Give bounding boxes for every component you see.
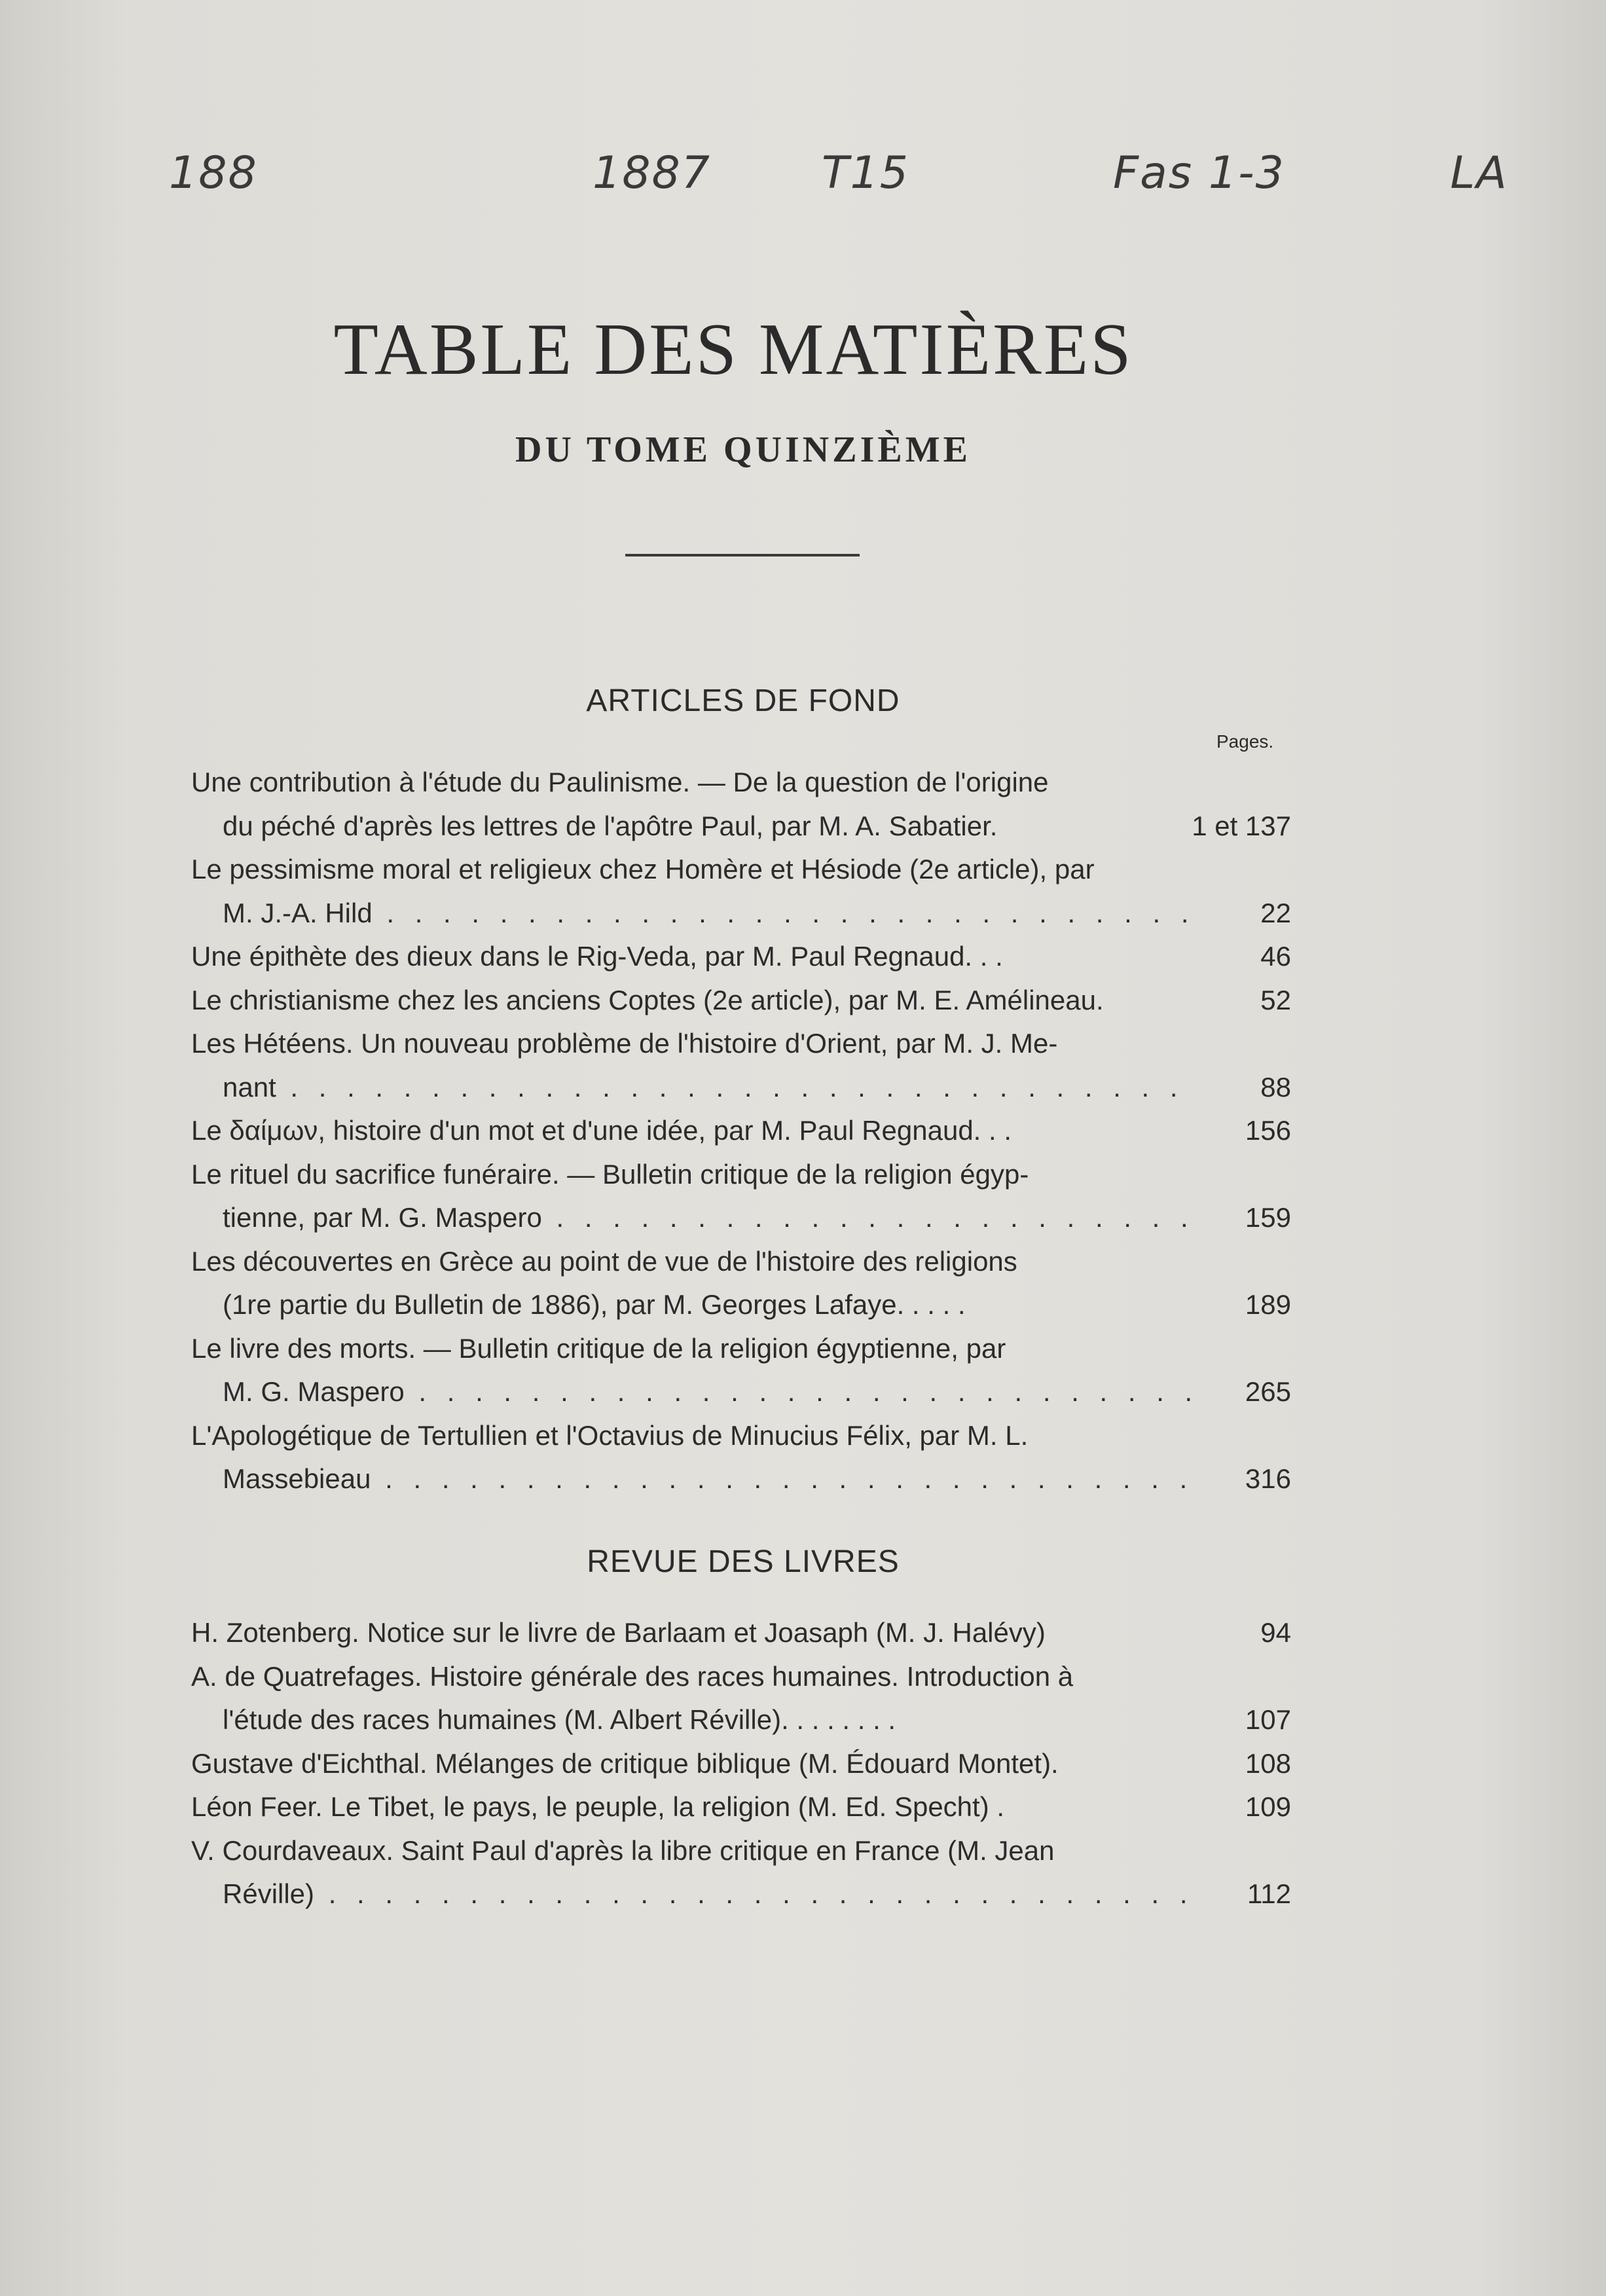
toc-line-text: L'Apologétique de Tertullien et l'Octavius de Minucius Félix, par M. L.	[191, 1419, 1029, 1451]
toc-line-text: nant . . .	[223, 1066, 1199, 1110]
toc-line	[191, 1196, 1291, 1240]
toc-line-text: Une épithète des dieux dans le Rig-Veda, par M. Paul Regnaud. . .	[191, 941, 1003, 972]
toc-line	[191, 1611, 1291, 1655]
toc-line-page: 109	[1245, 1791, 1291, 1822]
toc-line-text: V. Courdaveaux. Saint Paul d'après la libre critique en France (M. Jean	[191, 1834, 1055, 1866]
handwritten-note: 1887	[593, 147, 712, 199]
toc-line-text: Le livre des morts. — Bulletin critique de la religion égyptienne, par	[191, 1332, 1006, 1364]
toc-line-text: Le rituel du sacrifice funéraire. — Bulletin critique de la religion égyp-	[191, 1158, 1029, 1190]
toc-line	[191, 1829, 1291, 1873]
toc-line	[191, 1283, 1291, 1327]
toc-line-text: Les Hétéens. Un nouveau problème de l'histoire d'Orient, par M. J. Me-	[191, 1028, 1058, 1059]
toc-line-text: Les découvertes en Grèce au point de vue de l'histoire des religions	[191, 1245, 1017, 1277]
toc-line	[191, 805, 1291, 848]
toc-line	[191, 892, 1291, 936]
toc-line	[191, 1066, 1291, 1110]
toc-line	[191, 1240, 1291, 1284]
toc-line-text: Léon Feer. Le Tibet, le pays, le peuple, la religion (M. Ed. Specht) .	[191, 1791, 1005, 1822]
toc-line-page: 189	[1245, 1289, 1291, 1320]
toc-line-page: 156	[1245, 1115, 1291, 1146]
toc-line	[191, 1109, 1291, 1153]
toc-line-page: 316	[1245, 1463, 1291, 1494]
toc-line	[191, 1872, 1291, 1916]
toc-line-text: (1re partie du Bulletin de 1886), par M. Georges Lafaye. . . . .	[223, 1289, 966, 1320]
handwritten-note: LA	[1450, 147, 1508, 199]
toc-line-text: M. G. Maspero . . .	[223, 1370, 1199, 1414]
handwritten-note: Fas 1-3	[1113, 147, 1285, 199]
toc-line-text: Le christianisme chez les anciens Coptes (2e article), par M. E. Amélineau.	[191, 984, 1104, 1015]
toc-line-text: Le δαίμων, histoire d'un mot et d'une idée, par M. Paul Regnaud. . .	[191, 1115, 1012, 1146]
toc-line	[191, 1457, 1291, 1501]
toc-line-text: tienne, par M. G. Maspero . . .	[223, 1196, 1199, 1240]
toc-line-text: Massebieau . . .	[223, 1457, 1199, 1501]
toc-line-page: 108	[1245, 1747, 1291, 1779]
handwritten-note: T15	[822, 147, 910, 199]
toc-line-page: 88	[1260, 1071, 1291, 1102]
toc-line-text: du péché d'après les lettres de l'apôtre Paul, par M. A. Sabatier.	[223, 810, 998, 841]
toc-revue-list	[191, 1611, 1291, 1916]
toc-line-text: Réville) . . .	[223, 1872, 1199, 1916]
toc-line-page: 22	[1260, 897, 1291, 928]
toc-line	[191, 1370, 1291, 1414]
toc-line-page: 46	[1260, 941, 1291, 972]
toc-line-text: Une contribution à l'étude du Paulinisme. — De la question de l'origine	[191, 767, 1049, 797]
toc-line-page: 1 et 137	[1192, 810, 1291, 841]
toc-line-page: 159	[1245, 1202, 1291, 1233]
toc-line-text: A. de Quatrefages. Histoire générale des races humaines. Introduction à	[191, 1660, 1074, 1692]
toc-line	[191, 848, 1291, 892]
toc-line	[191, 935, 1291, 979]
page-title: TABLE DES MATIÈRES	[333, 309, 1133, 390]
page-subtitle: DU TOME QUINZIÈME	[515, 429, 971, 470]
toc-line	[191, 1742, 1291, 1786]
handwritten-note: 188	[169, 147, 258, 199]
toc-line	[191, 1153, 1291, 1197]
toc-line-page: 52	[1260, 984, 1291, 1015]
toc-line-text: l'étude des races humaines (M. Albert Réville). . . . . . . .	[223, 1704, 896, 1735]
toc-line	[191, 1327, 1291, 1371]
title-divider	[625, 554, 860, 556]
toc-line	[191, 1785, 1291, 1829]
toc-line-page: 94	[1260, 1617, 1291, 1648]
toc-line	[191, 761, 1291, 805]
toc-line	[191, 1022, 1291, 1066]
toc-line	[191, 1655, 1291, 1699]
toc-line-text: Le pessimisme moral et religieux chez Homère et Hésiode (2e article), par	[191, 854, 1095, 884]
toc-line-text: H. Zotenberg. Notice sur le livre de Barlaam et Joasaph (M. J. Halévy)	[191, 1617, 1046, 1648]
toc-line	[191, 1698, 1291, 1742]
toc-line-text: Gustave d'Eichthal. Mélanges de critique biblique (M. Édouard Montet).	[191, 1747, 1059, 1779]
toc-line-page: 112	[1247, 1878, 1291, 1909]
pages-column-label: Pages.	[1216, 731, 1274, 752]
toc-line-text: M. J.-A. Hild . . .	[223, 892, 1199, 936]
section-heading-revue: REVUE DES LIVRES	[587, 1544, 900, 1579]
toc-line	[191, 1414, 1291, 1458]
section-heading-articles: ARTICLES DE FOND	[586, 683, 900, 718]
toc-articles-list	[191, 761, 1291, 1501]
toc-line-page: 265	[1245, 1376, 1291, 1407]
toc-line-page: 107	[1245, 1704, 1291, 1735]
toc-line	[191, 979, 1291, 1023]
